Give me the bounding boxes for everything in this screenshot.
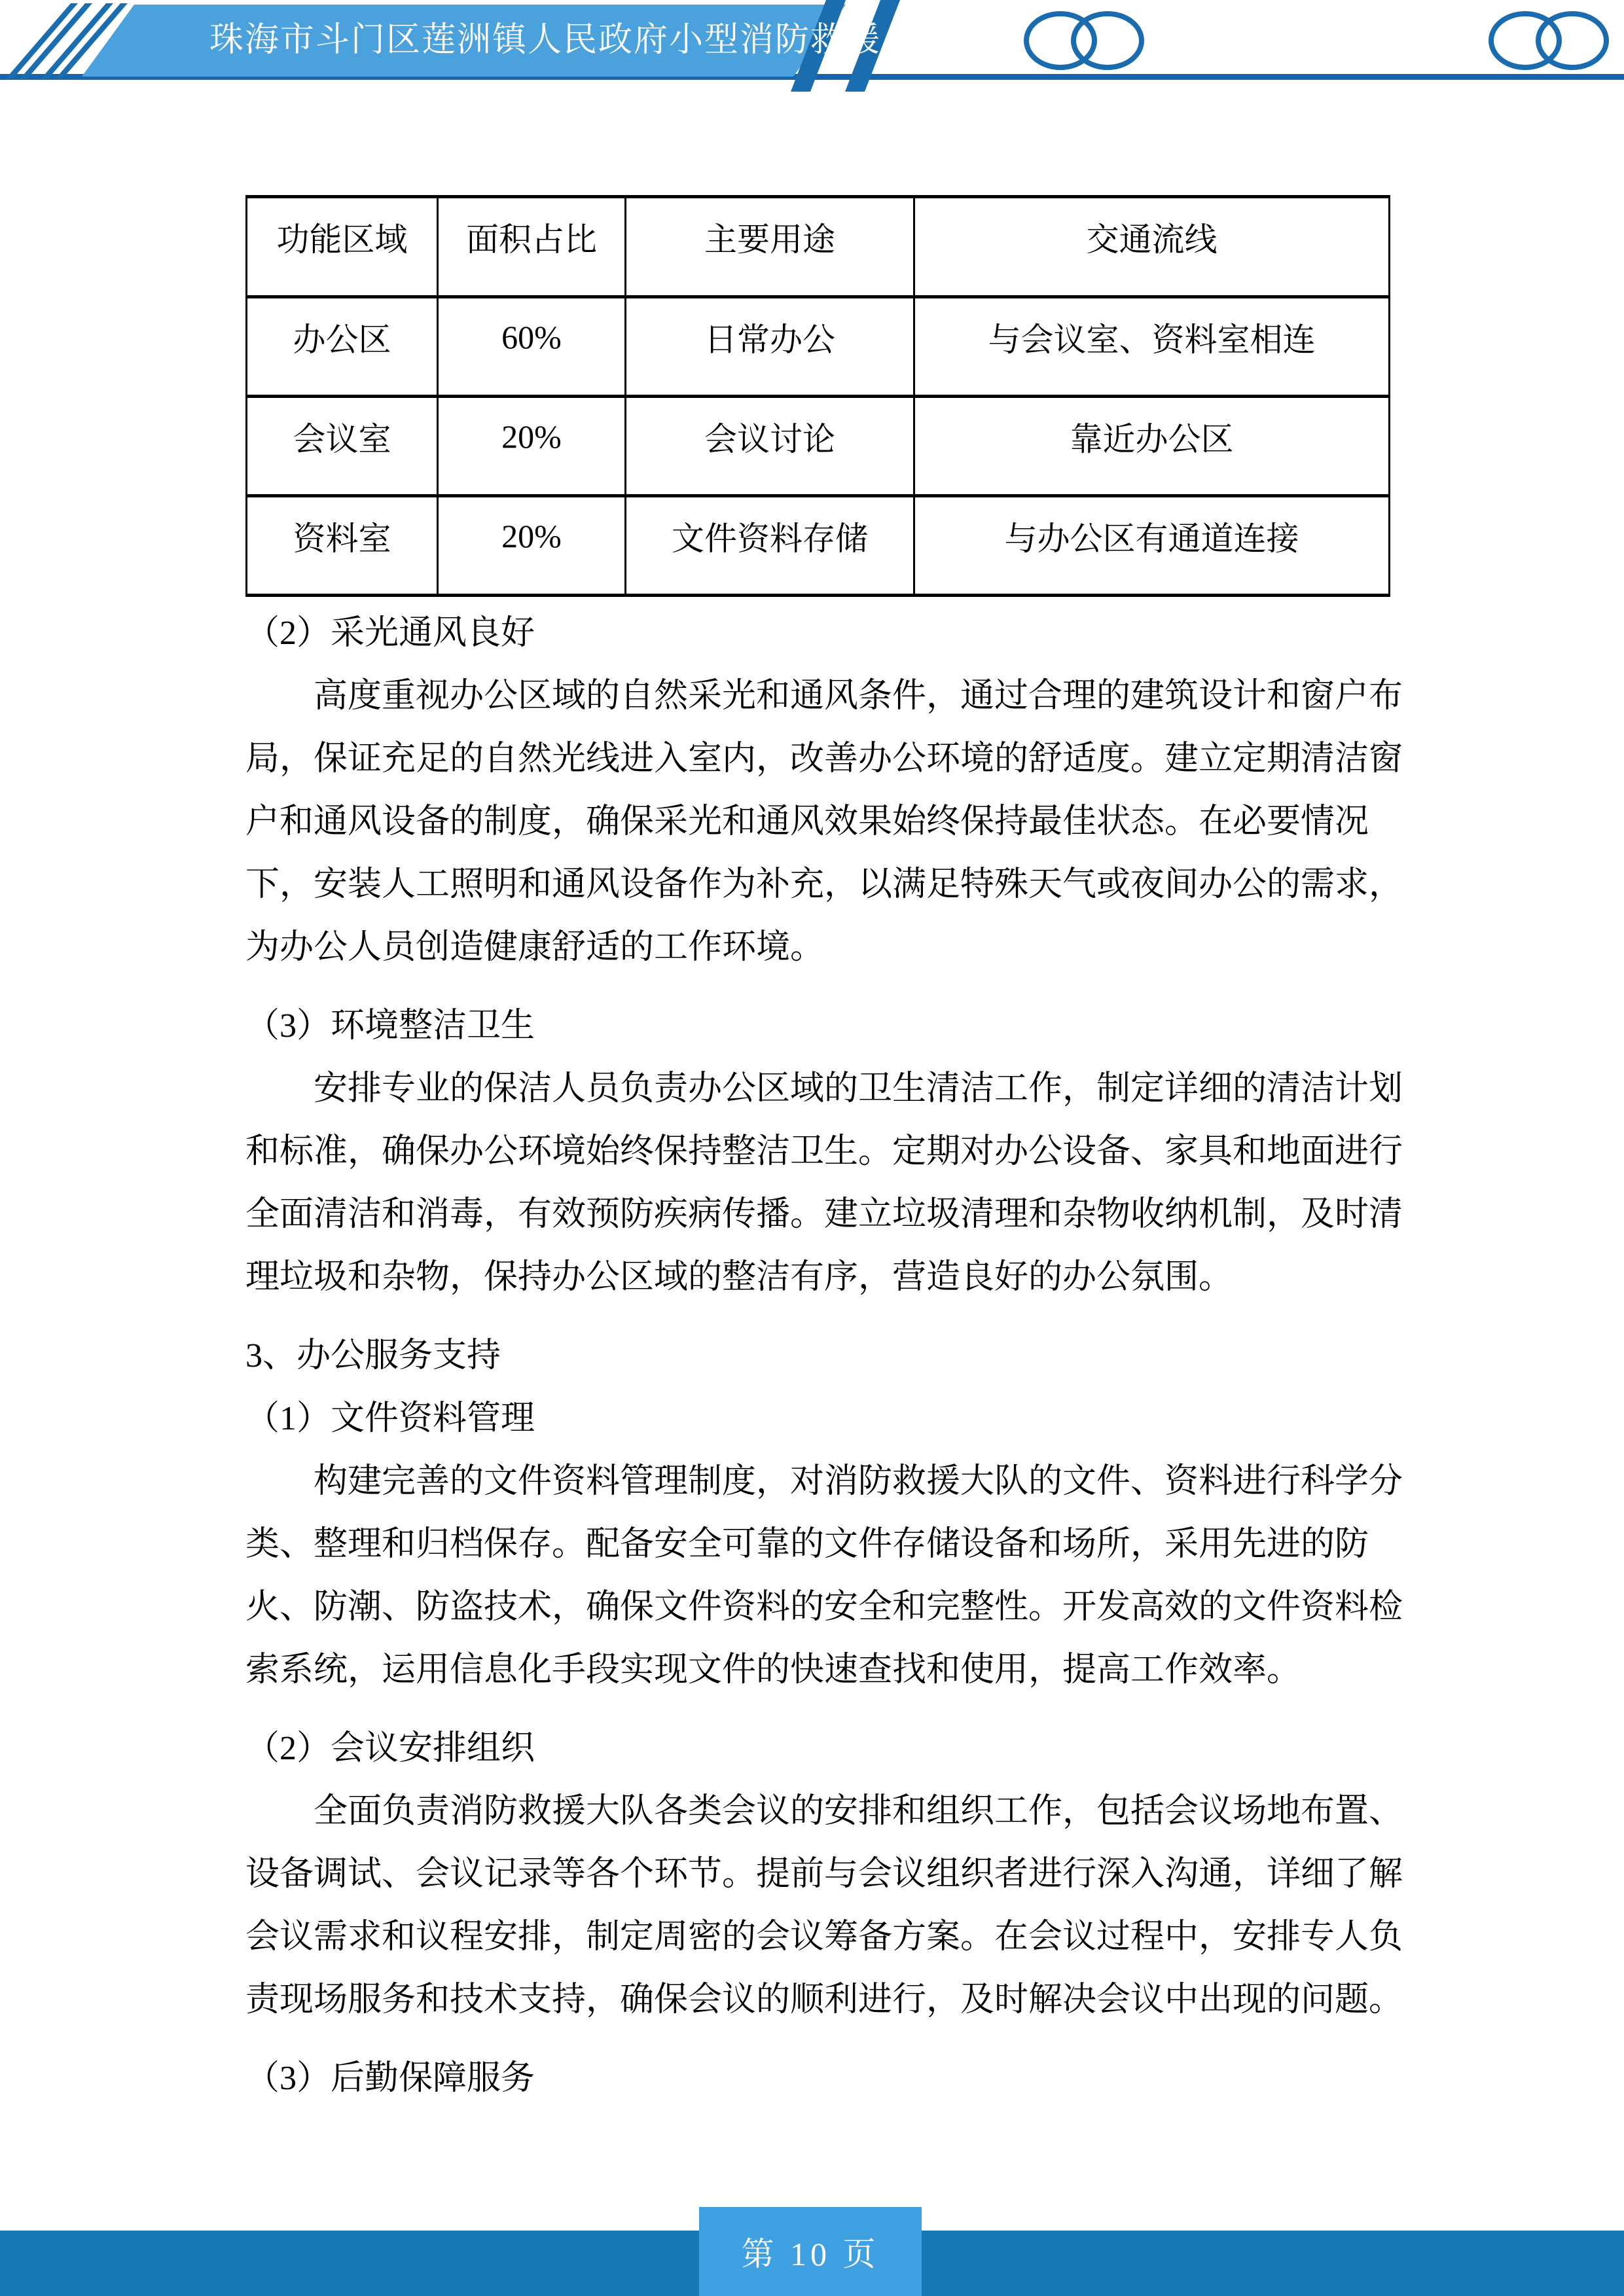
- section-heading: （3）环境整洁卫生: [245, 1007, 535, 1045]
- table-header-cell: 主要用途: [626, 197, 914, 297]
- table-row: [247, 397, 1390, 496]
- table-header-cell: 功能区域: [247, 197, 438, 297]
- paragraph-line: 下，安装人工照明和通风设备作为补充，以满足特殊天气或夜间办公的需求，: [245, 866, 1403, 903]
- paragraph-line: 火、防潮、防盗技术，确保文件资料的安全和完整性。开发高效的文件资料检: [245, 1588, 1403, 1626]
- circles-logo-icon: [1491, 14, 1606, 67]
- paragraph-line: 户和通风设备的制度，确保采光和通风效果始终保持最佳状态。在必要情况: [245, 803, 1369, 840]
- paragraph-line: 全面负责消防救援大队各类会议的安排和组织工作，包括会议场地布置、: [314, 1793, 1403, 1830]
- function-area-table: [245, 195, 1390, 597]
- table-cell: 文件资料存储: [626, 496, 914, 596]
- table-row: [247, 496, 1390, 596]
- page-number-label: 第 10 页: [741, 2236, 880, 2272]
- paragraph-line: 局，保证充足的自然光线进入室内，改善办公环境的舒适度。建立定期清洁窗: [245, 740, 1403, 778]
- table-row: [247, 297, 1390, 397]
- section-heading: （2）会议安排组织: [245, 1730, 535, 1767]
- paragraph-line: 设备调试、会议记录等各个环节。提前与会议组织者进行深入沟通，详细了解: [245, 1856, 1403, 1893]
- paragraph-line: 会议需求和议程安排，制定周密的会议筹备方案。在会议过程中，安排专人负: [245, 1918, 1403, 1956]
- paragraph-line: 理垃圾和杂物，保持办公区域的整洁有序，营造良好的办公氛围。: [245, 1259, 1233, 1296]
- table-header-row: [247, 197, 1390, 297]
- paragraph-line: 全面清洁和消毒，有效预防疾病传播。建立垃圾清理和杂物收纳机制，及时清: [245, 1196, 1403, 1233]
- table-cell: 靠近办公区: [914, 397, 1390, 496]
- table-cell: 日常办公: [626, 297, 914, 397]
- table-cell: 会议讨论: [626, 397, 914, 496]
- section-heading: （3）后勤保障服务: [245, 2060, 535, 2097]
- table-cell: 资料室: [247, 496, 438, 596]
- table-header-cell: 交通流线: [914, 197, 1390, 297]
- paragraph-line: 构建完善的文件资料管理制度，对消防救援大队的文件、资料进行科学分: [314, 1463, 1403, 1500]
- table-cell: 60%: [438, 297, 626, 397]
- section-heading: （2）采光通风良好: [245, 615, 535, 652]
- paragraph-line: 和标准，确保办公环境始终保持整洁卫生。定期对办公设备、家具和地面进行: [245, 1133, 1403, 1170]
- table-cell: 会议室: [247, 397, 438, 496]
- section-heading: （1）文件资料管理: [245, 1400, 535, 1437]
- paragraph-line: 类、整理和归档保存。配备安全可靠的文件存储设备和场所，采用先进的防: [245, 1526, 1369, 1563]
- table-cell: 20%: [438, 397, 626, 496]
- section-heading: 3、办公服务支持: [245, 1337, 501, 1374]
- table-cell: 与会议室、资料室相连: [914, 297, 1390, 397]
- header-title: 珠海市斗门区莲洲镇人民政府小型消防救援: [209, 22, 882, 59]
- paragraph-line: 索系统，运用信息化手段实现文件的快速查找和使用，提高工作效率。: [245, 1651, 1301, 1689]
- table-header-cell: 面积占比: [438, 197, 626, 297]
- paragraph-line: 为办公人员创造健康舒适的工作环境。: [245, 929, 825, 966]
- paragraph-line: 责现场服务和技术支持，确保会议的顺利进行，及时解决会议中出现的问题。: [245, 1981, 1403, 2018]
- table-cell: 20%: [438, 496, 626, 596]
- paragraph-line: 高度重视办公区域的自然采光和通风条件，通过合理的建筑设计和窗户布: [314, 677, 1403, 715]
- footer-page-tab: [699, 2207, 922, 2296]
- table-cell: 办公区: [247, 297, 438, 397]
- circles-logo-icon: [1026, 14, 1142, 67]
- page-header: [0, 0, 1624, 98]
- document-body: [245, 195, 1403, 2110]
- paragraph-line: 安排专业的保洁人员负责办公区域的卫生清洁工作，制定详细的清洁计划: [314, 1070, 1403, 1107]
- table-cell: 与办公区有通道连接: [914, 496, 1390, 596]
